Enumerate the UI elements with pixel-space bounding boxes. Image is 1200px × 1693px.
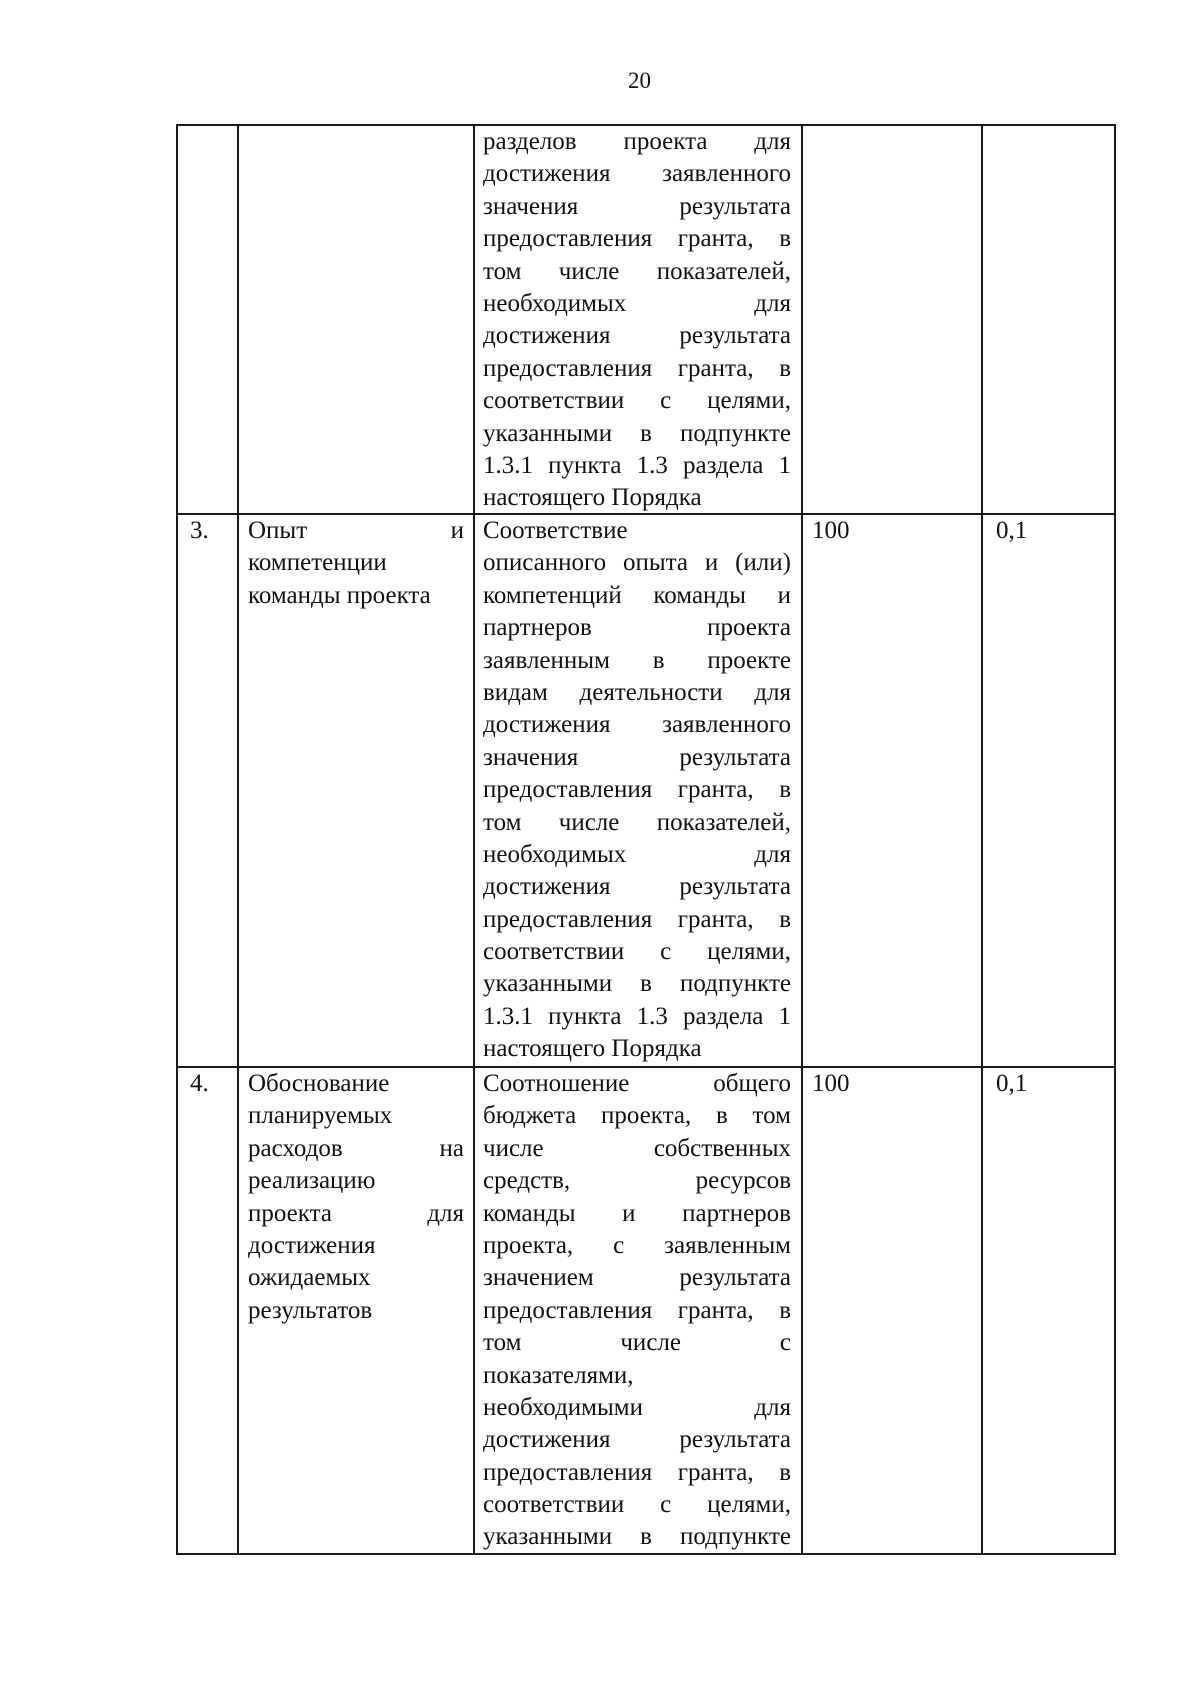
- weight: 0,1: [996, 517, 1028, 544]
- description-line: средств, ресурсов: [483, 1167, 791, 1195]
- criterion-line: Опыт и: [248, 517, 464, 544]
- description-line: настоящего Порядка: [483, 484, 702, 512]
- description-line: том числе показателей,: [483, 257, 791, 285]
- max-score: 100: [812, 517, 850, 544]
- description-line: том числе с: [483, 1329, 791, 1357]
- criterion-line: проекта для: [248, 1199, 464, 1227]
- description-line: том числе показателей,: [483, 808, 791, 836]
- criterion-cell: [248, 1068, 464, 1327]
- description-line: указанными в подпункте: [483, 1523, 791, 1551]
- description-line: необходимых для: [483, 840, 791, 868]
- max-score: 100: [812, 1070, 850, 1097]
- description-line: соответствии с целями,: [483, 387, 791, 415]
- description-line: проекта, с заявленным: [483, 1231, 791, 1259]
- criterion-line: ожидаемых: [248, 1264, 371, 1292]
- description-line: описанного опыта и (или): [483, 549, 791, 577]
- description-line: значения результата: [483, 192, 791, 220]
- description-line: предоставления гранта, в: [483, 1458, 791, 1486]
- column-divider: [801, 124, 803, 1555]
- description-cell: [483, 1068, 791, 1554]
- description-line: предоставления гранта, в: [483, 225, 791, 253]
- description-line: предоставления гранта, в: [483, 905, 791, 933]
- row-number: 3.: [190, 517, 209, 544]
- column-divider: [237, 124, 239, 1555]
- description-line: указанными в подпункте: [483, 970, 791, 998]
- description-line: бюджета проекта, в том: [483, 1102, 791, 1130]
- description-line: достижения результата: [483, 1426, 791, 1454]
- description-cell: [483, 515, 791, 1066]
- description-line: предоставления гранта, в: [483, 354, 791, 382]
- criterion-line: компетенции: [248, 549, 387, 577]
- description-line: необходимых для: [483, 289, 791, 317]
- description-line: Соответствие: [483, 517, 628, 544]
- description-line: разделов проекта для: [483, 128, 791, 155]
- criterion-cell: [248, 515, 464, 612]
- description-line: достижения заявленного: [483, 160, 791, 188]
- description-line: показателями,: [483, 1361, 634, 1389]
- description-line: 1.3.1 пункта 1.3 раздела 1: [483, 1002, 791, 1030]
- description-line: значением результата: [483, 1264, 791, 1292]
- description-line: значения результата: [483, 743, 791, 771]
- weight: 0,1: [996, 1070, 1028, 1097]
- description-line: достижения заявленного: [483, 711, 791, 739]
- criterion-line: Обоснование: [248, 1070, 390, 1097]
- description-line: предоставления гранта, в: [483, 776, 791, 804]
- criterion-line: планируемых: [248, 1102, 393, 1130]
- table-left-border: [176, 124, 178, 1555]
- description-line: партнеров проекта: [483, 614, 791, 642]
- criterion-line: команды проекта: [248, 581, 431, 609]
- row-number: 4.: [190, 1070, 209, 1097]
- table-right-border: [1114, 124, 1116, 1555]
- row-continuation-description: [483, 126, 791, 515]
- column-divider: [473, 124, 475, 1555]
- description-line: предоставления гранта, в: [483, 1296, 791, 1324]
- column-divider: [981, 124, 983, 1555]
- criterion-line: расходов на: [248, 1134, 464, 1162]
- page-number: 20: [628, 68, 651, 93]
- criterion-line: достижения: [248, 1231, 376, 1259]
- description-line: соответствии с целями,: [483, 938, 791, 966]
- description-line: Соотношение общего: [483, 1070, 791, 1097]
- criterion-line: результатов: [248, 1296, 373, 1324]
- description-line: настоящего Порядка: [483, 1035, 702, 1063]
- description-line: компетенций команды и: [483, 581, 791, 609]
- criterion-line: реализацию: [248, 1167, 376, 1195]
- description-line: 1.3.1 пункта 1.3 раздела 1: [483, 451, 791, 479]
- description-line: соответствии с целями,: [483, 1491, 791, 1519]
- description-line: числе собственных: [483, 1134, 791, 1162]
- description-line: указанными в подпункте: [483, 419, 791, 447]
- description-line: достижения результата: [483, 322, 791, 350]
- description-line: необходимыми для: [483, 1393, 791, 1421]
- description-line: видам деятельности для: [483, 678, 791, 706]
- description-line: достижения результата: [483, 873, 791, 901]
- description-line: команды и партнеров: [483, 1199, 791, 1227]
- description-line: заявленным в проекте: [483, 646, 791, 674]
